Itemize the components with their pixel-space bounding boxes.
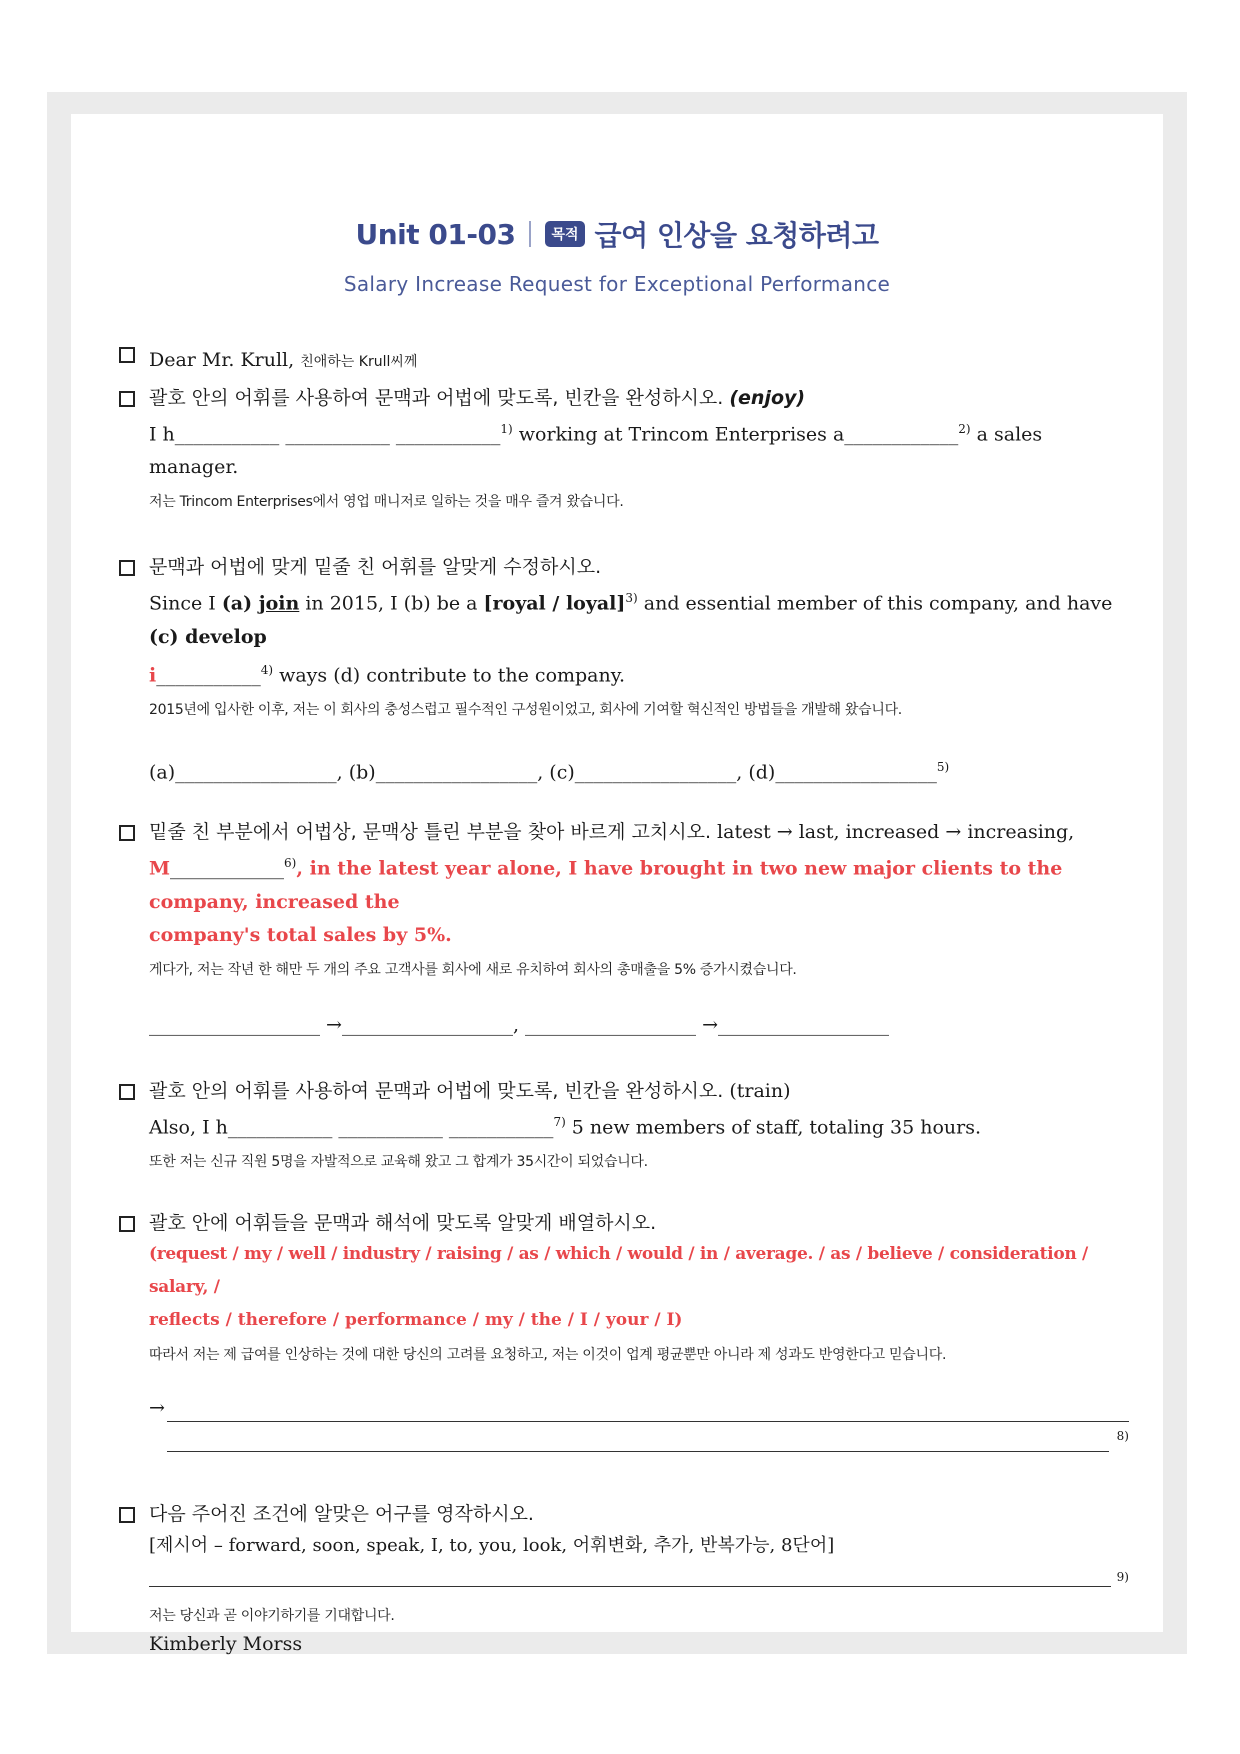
marker-c: (c) develop <box>149 625 267 648</box>
answer-rule-1 <box>167 1421 1129 1422</box>
instruction-text: 괄호 안의 어휘를 사용하여 문맥과 어법에 맞도록, 빈칸을 완성하시오. <box>149 1079 724 1102</box>
hint-word: (train) <box>723 1079 791 1102</box>
blank-number: 2) <box>958 422 971 436</box>
question-sentence <box>149 1106 1129 1144</box>
sentence-part: I h___________ ___________ ___________ <box>149 423 501 446</box>
blank-initial: i <box>149 663 157 686</box>
blank-number: 9) <box>1116 1569 1129 1584</box>
blank-number: 4) <box>260 662 274 677</box>
answer-line[interactable]: __________________ →__________________, __________________ →__________________ <box>149 1013 889 1036</box>
instruction <box>149 1076 1129 1106</box>
marker-a: (a) <box>221 592 259 615</box>
question-3 <box>119 552 1129 787</box>
subtitle: Salary Increase Request for Exceptional Performance <box>343 272 891 296</box>
sentence-part: Also, I h___________ ___________ ___________ <box>149 1115 554 1138</box>
answer-line[interactable] <box>149 752 1129 787</box>
title-line <box>71 214 1163 254</box>
purpose-badge: 목적 <box>545 221 584 247</box>
topic-title: 급여 인상을 요청하려고 <box>594 219 879 252</box>
question-list <box>119 344 1129 1661</box>
answer-area[interactable] <box>119 1562 1129 1598</box>
condition-text: [제시어 – forward, soon, speak, I, to, you, look, 어휘변화, 추가, 반복가능, 8단어] <box>149 1534 835 1556</box>
word-choice: [royal / loyal] <box>483 592 626 615</box>
question-2 <box>119 383 1129 514</box>
question-sentence-2 <box>149 654 1129 692</box>
instruction-text: 밑줄 친 부분에서 어법상, 문맥상 틀린 부분을 찾아 바르게 고치시오. <box>149 821 711 844</box>
blank-number: 6) <box>284 856 297 871</box>
translation: 또한 저는 신규 직원 5명을 자발적으로 교육해 왔고 그 합계가 35시간이 되었습니다. <box>149 1153 648 1170</box>
blank: ___________ <box>156 663 261 686</box>
question-6 <box>119 1208 1129 1459</box>
word-bank: (request / my / well / industry / raising / as / which / would / in / average. / as / believe / consideration / salary, / <box>149 1243 1088 1297</box>
unit-label: Unit 01-03 <box>355 217 516 251</box>
blank-initial: M <box>149 857 171 880</box>
salutation-translation: 친애하는 Krull씨께 <box>300 354 418 370</box>
checkbox-icon[interactable] <box>119 825 135 841</box>
worksheet <box>71 114 1163 1655</box>
sentence-part: a sales <box>970 423 1043 446</box>
blank-number: 1) <box>500 422 513 436</box>
error-sentence-continuation: company's total sales by 5%. <box>149 923 452 946</box>
worksheet-header <box>71 214 1163 296</box>
salutation-line <box>149 344 1129 379</box>
blank-number: 3) <box>625 591 638 606</box>
instruction <box>149 817 1129 847</box>
answer-rule-2 <box>167 1451 1109 1452</box>
translation: 게다가, 저는 작년 한 해만 두 개의 주요 고객사를 회사에 새로 유치하여 회사의 총매출을 5% 증가시켰습니다. <box>149 961 797 978</box>
instruction: 괄호 안에 어휘들을 문맥과 해석에 맞도록 알맞게 배열하시오. <box>149 1211 657 1234</box>
checkbox-icon[interactable] <box>119 391 135 407</box>
hint-text: latest → last, increased → increasing, <box>711 821 1075 844</box>
question-4 <box>119 817 1129 1039</box>
sentence-part: 5 new members of staff, totaling 35 hours. <box>565 1115 982 1138</box>
instruction <box>149 383 1129 413</box>
checkbox-icon[interactable] <box>119 1507 135 1523</box>
question-sentence <box>149 582 1129 653</box>
checkbox-icon[interactable] <box>119 560 135 576</box>
blank-number: 5) <box>936 759 950 774</box>
translation: 저는 당신과 곧 이야기하기를 기대합니다. <box>149 1607 395 1624</box>
instruction: 문맥과 어법에 맞게 밑줄 친 어휘를 알맞게 수정하시오. <box>149 556 602 579</box>
blank: ____________ <box>170 857 285 880</box>
hint-word: (enjoy) <box>729 387 806 409</box>
translation: 2015년에 입사한 이후, 저는 이 회사의 충성스럽고 필수적인 구성원이었고, 회사에 기여할 혁신적인 방법들을 개발해 왔습니다. <box>149 701 902 718</box>
sentence-part: Since I <box>149 592 222 615</box>
title-divider <box>529 221 531 247</box>
question-sentence <box>149 413 1129 451</box>
instruction: 다음 주어진 조건에 알맞은 어구를 영작하시오. <box>149 1502 534 1525</box>
answer-rule <box>149 1586 1111 1587</box>
translation: 저는 Trincom Enterprises에서 영업 매니저로 일하는 것을 매우 즐겨 왔습니다. <box>149 494 624 511</box>
answer-blanks: (a)_________________, (b)_________________, (c)_________________, (d)_________________ <box>149 761 937 784</box>
blank-number: 7) <box>553 1114 566 1129</box>
error-sentence: , in the latest year alone, I have brought in two new major clients to the company, increased the <box>149 857 1063 913</box>
sentence-part: working at Trincom Enterprises a____________ <box>512 423 959 446</box>
page-frame <box>47 92 1187 1654</box>
question-7 <box>119 1499 1129 1661</box>
word-bank-continuation: reflects / therefore / performance / my / the / I / your / I) <box>149 1309 683 1330</box>
condition <box>149 1529 1129 1562</box>
sentence-part: and essential member of this company, and have <box>637 592 1113 615</box>
sentence-continuation: manager. <box>149 456 239 479</box>
checkbox-icon[interactable] <box>119 1216 135 1232</box>
checkbox-icon[interactable] <box>119 347 135 363</box>
instruction-text: 괄호 안의 어휘를 사용하여 문맥과 어법에 맞도록, 빈칸을 완성하시오. <box>149 387 724 409</box>
sentence-part: ways (d) contribute to the company. <box>273 663 626 686</box>
signature: Kimberly Morss <box>149 1632 303 1655</box>
salutation: Dear Mr. Krull, <box>149 349 295 371</box>
answer-area[interactable] <box>149 1397 1129 1459</box>
sentence-part: in 2015, I (b) be a <box>299 592 484 615</box>
blank-number: 8) <box>1116 1428 1129 1443</box>
arrow-icon: → <box>149 1396 165 1419</box>
underlined-word: join <box>258 592 300 615</box>
translation: 따라서 저는 제 급여를 인상하는 것에 대한 당신의 고려를 요청하고, 저는 이것이 업계 평균뿐만 아니라 제 성과도 반영한다고 믿습니다. <box>149 1346 947 1363</box>
question-5 <box>119 1076 1129 1174</box>
checkbox-icon[interactable] <box>119 1084 135 1100</box>
question-1 <box>119 344 1129 379</box>
question-sentence <box>149 847 1129 918</box>
